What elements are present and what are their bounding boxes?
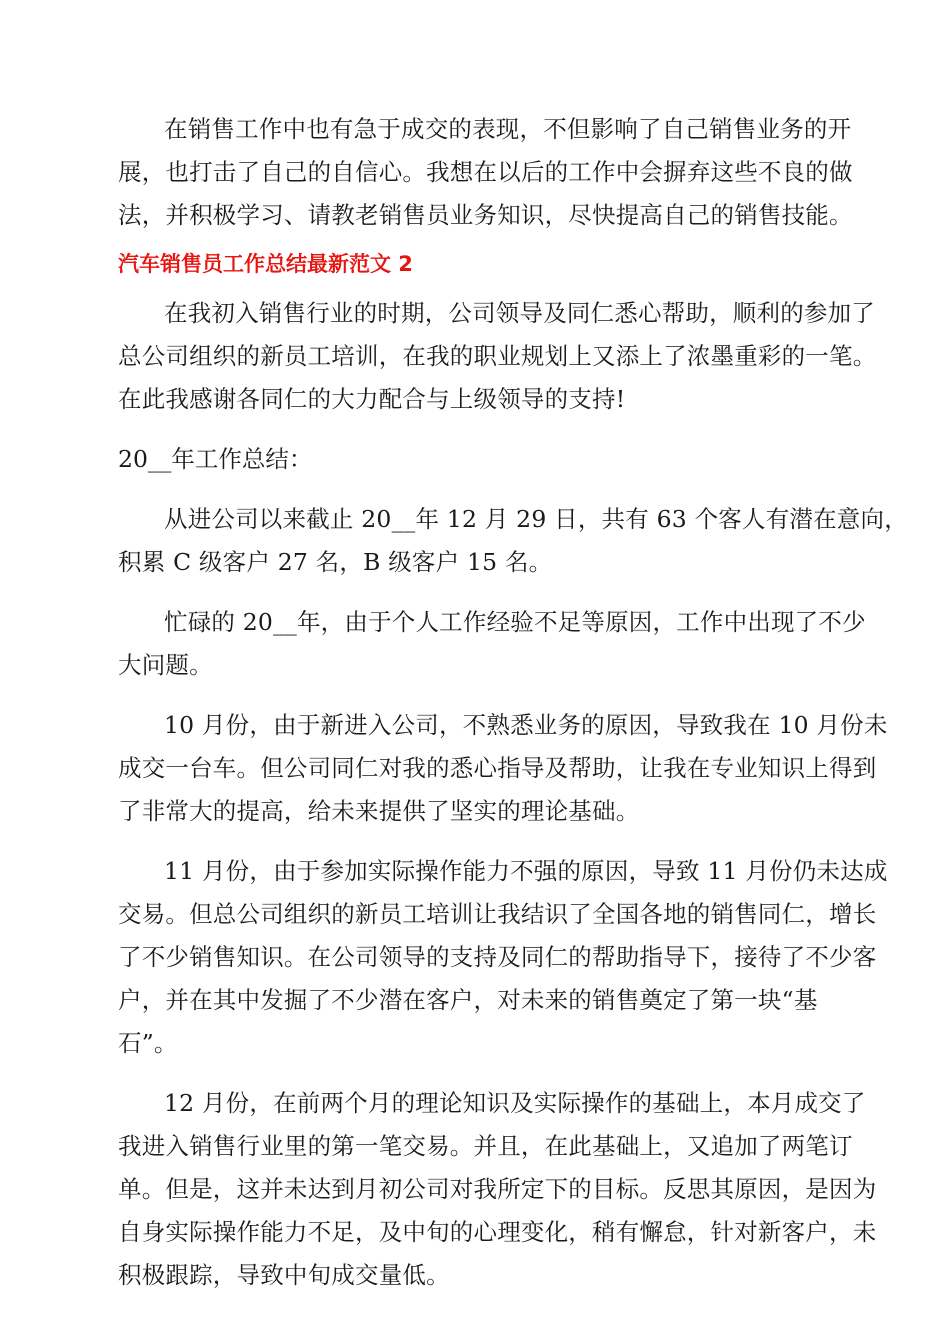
text-line: 大问题。 xyxy=(118,651,213,679)
text-line: 自身实际操作能力不足，及中旬的心理变化，稍有懈怠，针对新客户，未 xyxy=(118,1218,877,1246)
text-line: 交易。但总公司组织的新员工培训让我结识了全国各地的销售同仁，增长 xyxy=(118,900,877,928)
text-line: 10 月份，由于新进入公司，不熟悉业务的原因，导致我在 10 月份未 xyxy=(164,711,888,739)
text-line: 总公司组织的新员工培训，在我的职业规划上又添上了浓墨重彩的一笔。 xyxy=(118,342,877,370)
text-line: 我进入销售行业里的第一笔交易。并且，在此基础上，又追加了两笔订 xyxy=(118,1132,853,1160)
text-line: 石”。 xyxy=(118,1029,178,1057)
text-line: 了非常大的提高，给未来提供了坚实的理论基础。 xyxy=(118,797,640,825)
text-line: 忙碌的 20__年，由于个人工作经验不足等原因，工作中出现了不少 xyxy=(164,608,866,636)
text-line: 从进公司以来截止 20__年 12 月 29 日，共有 63 个客人有潜在意向， xyxy=(164,505,908,533)
paragraph-november xyxy=(118,850,888,1065)
text-line: 积极跟踪，导致中旬成交量低。 xyxy=(118,1261,450,1289)
text-line: 积累 C 级客户 27 名，B 级客户 15 名。 xyxy=(118,548,553,576)
text-line: 在我初入销售行业的时期，公司领导及同仁悉心帮助，顺利的参加了 xyxy=(164,299,875,327)
year-summary-title: 20__年工作总结： xyxy=(118,445,313,473)
text-line: 单。但是，这并未达到月初公司对我所定下的目标。反思其原因，是因为 xyxy=(118,1175,877,1203)
paragraph-introduction xyxy=(118,292,877,421)
document-page xyxy=(118,108,908,1297)
text-line: 12 月份，在前两个月的理论知识及实际操作的基础上，本月成交了 xyxy=(164,1089,866,1117)
text-line: 成交一台车。但公司同仁对我的悉心指导及帮助，让我在专业知识上得到 xyxy=(118,754,877,782)
paragraph-december xyxy=(118,1082,877,1297)
text-line: 11 月份，由于参加实际操作能力不强的原因，导致 11 月份仍未达成 xyxy=(164,857,888,885)
paragraph-sales-shortcomings xyxy=(118,108,853,237)
paragraph-customer-stats xyxy=(118,498,908,584)
text-line: 法，并积极学习、请教老销售员业务知识，尽快提高自己的销售技能。 xyxy=(118,201,853,229)
paragraph-october xyxy=(118,704,888,833)
text-line: 在销售工作中也有急于成交的表现，不但影响了自己销售业务的开 xyxy=(164,115,852,143)
text-line: 展，也打击了自己的自信心。我想在以后的工作中会摒弃这些不良的做 xyxy=(118,158,853,186)
text-line: 在此我感谢各同仁的大力配合与上级领导的支持! xyxy=(118,385,626,413)
section-heading: 汽车销售员工作总结最新范文 2 xyxy=(118,252,413,276)
text-line: 了不少销售知识。在公司领导的支持及同仁的帮助指导下，接待了不少客 xyxy=(118,943,877,971)
paragraph-problems xyxy=(118,601,866,687)
text-line: 户，并在其中发掘了不少潜在客户，对未来的销售奠定了第一块“基 xyxy=(118,986,818,1014)
